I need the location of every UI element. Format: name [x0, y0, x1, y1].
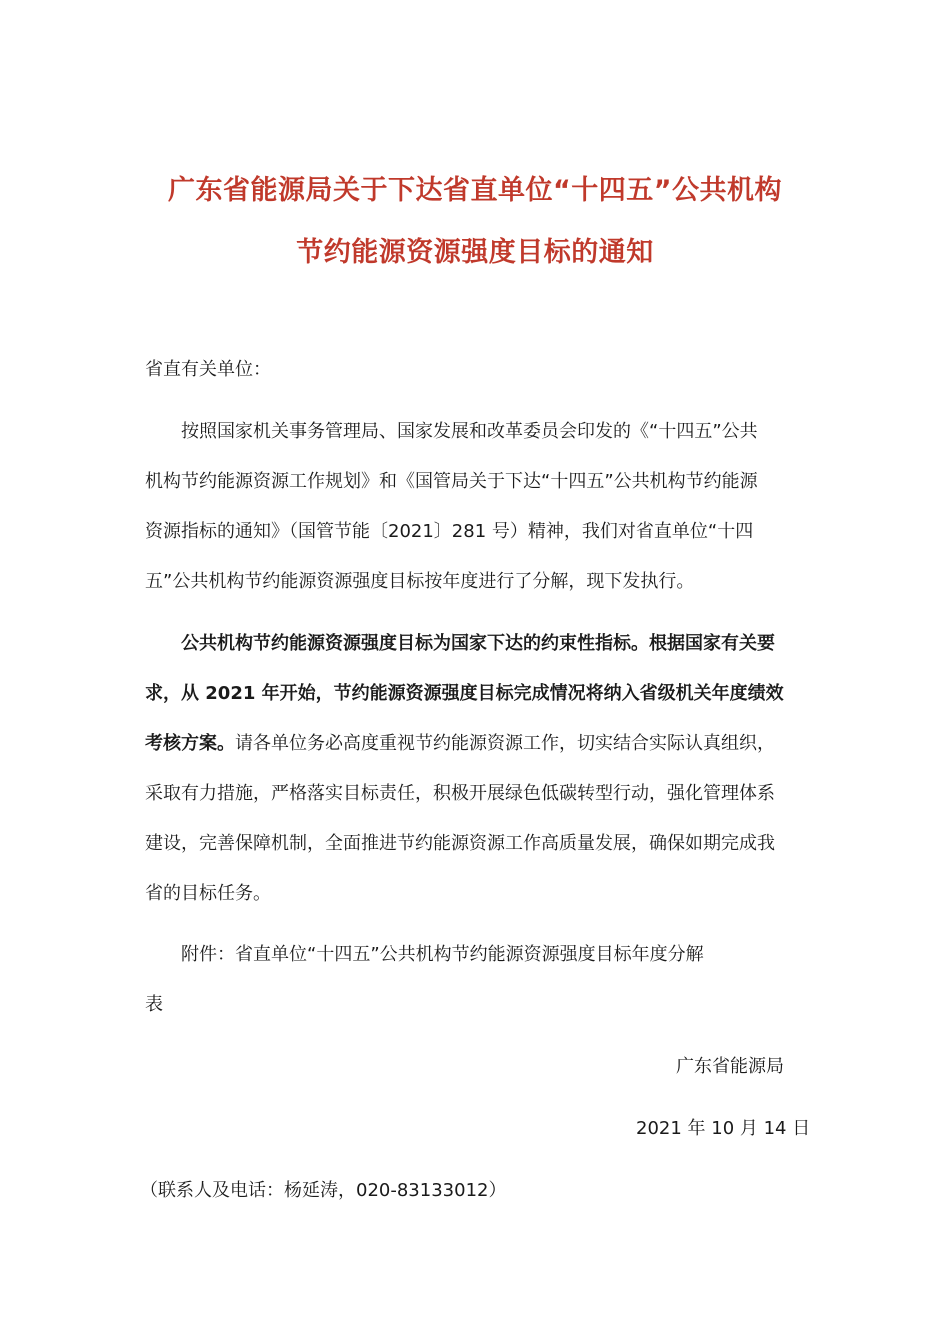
paragraph-2-line-5: 建设，完善保障机制，全面推进节约能源资源工作高质量发展，确保如期完成我: [145, 833, 775, 854]
issue-date: 2021 年 10 月 14 日: [636, 1118, 811, 1139]
paragraph-2-line-3: [145, 732, 775, 756]
document-title-line-2: 节约能源资源强度目标的通知: [296, 237, 654, 268]
paragraph-2-bold-ending: 考核方案。: [145, 733, 235, 754]
contact-info: （联系人及电话：杨延涛，020-83133012）: [140, 1180, 507, 1201]
paragraph-1-line-2: 机构节约能源资源工作规划》和《国管局关于下达“十四五”公共机构节约能源: [145, 471, 758, 492]
paragraph-1-line-3: 资源指标的通知》（国管节能〔2021〕281 号）精神，我们对省直单位“十四: [145, 521, 754, 542]
paragraph-2-line-1: 公共机构节约能源资源强度目标为国家下达的约束性指标。根据国家有关要: [145, 633, 775, 654]
paragraph-1-line-4: 五”公共机构节约能源资源强度目标按年度进行了分解，现下发执行。: [145, 571, 695, 592]
paragraph-1-line-1: 按照国家机关事务管理局、国家发展和改革委员会印发的《“十四五”公共: [145, 421, 758, 442]
paragraph-2-normal-start: 请各单位务必高度重视节约能源资源工作，切实结合实际认真组织，: [235, 733, 775, 754]
paragraph-2-line-4: 采取有力措施，严格落实目标责任，积极开展绿色低碳转型行动，强化管理体系: [145, 783, 775, 804]
issuing-organization: 广东省能源局: [676, 1056, 784, 1077]
document-title-line-1: 广东省能源局关于下达省直单位“十四五”公共机构: [168, 175, 782, 206]
paragraph-2-line-6: 省的目标任务。: [145, 883, 271, 904]
attachment-line-2: 表: [145, 994, 163, 1015]
salutation: 省直有关单位：: [145, 359, 271, 380]
attachment-line-1: 附件：省直单位“十四五”公共机构节约能源资源强度目标年度分解: [145, 944, 704, 965]
paragraph-2-line-2: 求，从 2021 年开始，节约能源资源强度目标完成情况将纳入省级机关年度绩效: [145, 683, 784, 704]
